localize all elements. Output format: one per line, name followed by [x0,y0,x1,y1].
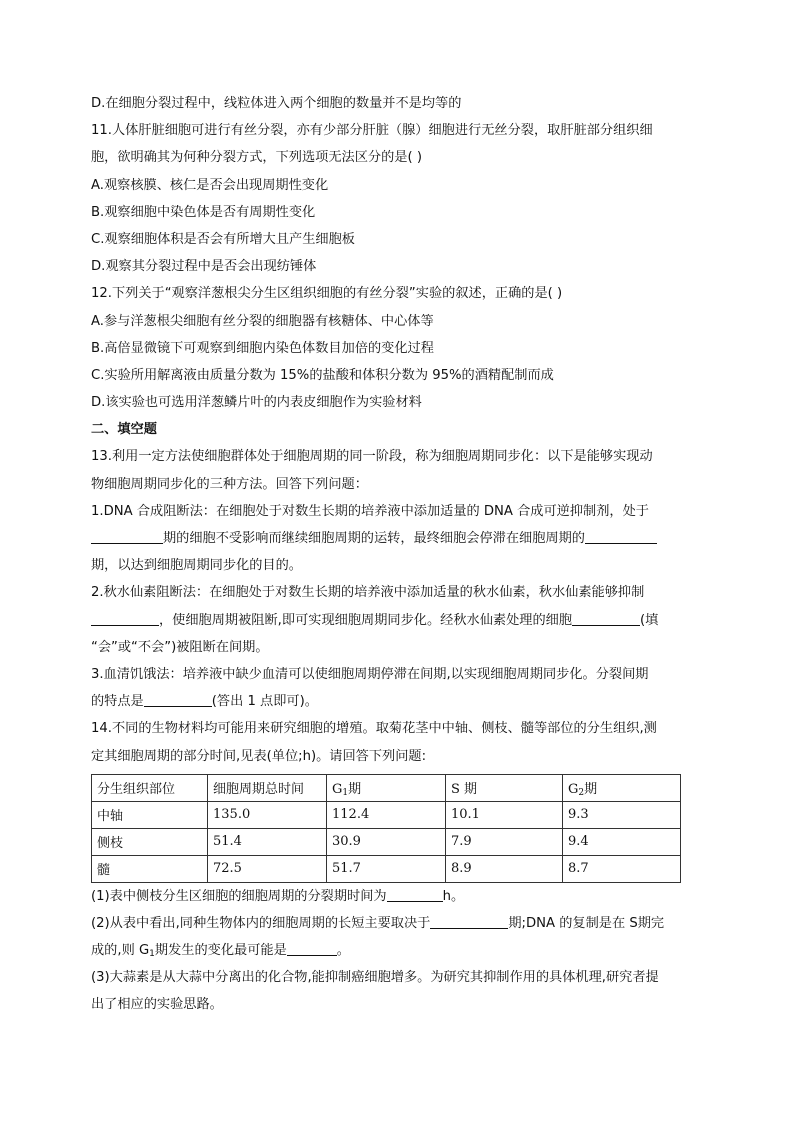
q11-option-b: B.观察细胞中染色体是否有周期性变化 [91,204,316,220]
table-header-cell [446,774,563,801]
answer-blank[interactable] [91,529,163,544]
q13-intro-line1: 13.利用一定方法使细胞群体处于细胞周期的同一阶段，称为细胞周期同步化：以下是能够实现动 [91,449,653,465]
q13-method3-line1: 3.血清饥饿法：培养液中缺少血清可以使细胞周期停滞在间期,以实现细胞周期同步化。分裂间期 [91,666,649,682]
table-cell: 7.9 [446,828,563,855]
q14-part1-unit: h。 [442,888,465,904]
q13-method1-text: 期的细胞不受影响而继续细胞周期的运转，最终细胞会停滞在细胞周期的 [163,531,585,546]
q14-part3-line1: (3)大蒜素是从大蒜中分离出的化合物,能抑制癌细胞增多。为研究其抑制作用的具体机理,研究者提 [91,970,659,986]
q13-method2-text: ，使细胞周期被阻断,即可实现细胞周期同步化。经秋水仙素处理的细胞 [159,612,573,628]
period-suffix: 期 [348,782,362,798]
q13-method2-fill-hint: (填 [640,612,659,628]
table-header-row [92,774,681,801]
q12-option-b: B.高倍显微镜下可观察到细胞内染色体数目加倍的变化过程 [91,340,434,356]
q11-stem-line1: 11.人体肝脏细胞可进行有丝分裂，亦有少部分肝脏（腺）细胞进行无丝分裂，取肝脏部分组织细 [91,123,653,139]
table-header-cell [563,774,681,801]
answer-blank[interactable] [144,692,212,707]
q14-part2-line2 [91,937,691,964]
q10-option-d: D.在细胞分裂过程中，线粒体进入两个细胞的数量并不是均等的 [91,96,462,111]
table-cell: 9.3 [563,801,681,828]
table-cell: 侧枝 [92,828,208,855]
q14-part3-line2: 出了相应的实验思路。 [91,997,223,1013]
q14-part1 [91,883,691,910]
document-content [91,90,691,1019]
g-label: G [332,782,343,798]
answer-blank[interactable] [430,914,508,929]
table-header-cell [327,774,446,801]
table-cell: 51.4 [208,828,327,855]
table-row [92,828,681,855]
period-suffix: 期 [584,782,598,798]
table-cell: 中轴 [92,801,208,828]
q13-method1-line1: 1.DNA 合成阻断法：在细胞处于对数生长期的培养液中添加适量的 DNA 合成可逆抑制剂，处于 [91,503,649,519]
answer-blank[interactable] [387,887,443,902]
g1-subscript: 1 [149,949,155,960]
table-cell: 72.5 [208,855,327,882]
table-cell: 51.7 [327,855,446,882]
cell-cycle-table [91,774,681,883]
q14-part2-text3: 成的,则 G [91,943,150,959]
q13-method1-line2 [91,525,691,552]
q11-option-d: D.观察其分裂过程中是否会出现纺锤体 [91,259,317,275]
q11-option-a: A.观察核膜、核仁是否会出现周期性变化 [91,177,329,193]
q13-method3-line2 [91,688,691,715]
table-cell: 9.4 [563,828,681,855]
q14-part2-line1 [91,910,691,937]
table-cell: 135.0 [208,801,327,828]
table-cell: 8.7 [563,855,681,882]
q12-option-a: A.参与洋葱根尖细胞有丝分裂的细胞器有核糖体、中心体等 [91,313,434,329]
q12-option-d: D.该实验也可选用洋葱鳞片叶的内表皮细胞作为实验材料 [91,395,422,411]
q11-option-c: C.观察细胞体积是否会有所增大且产生细胞板 [91,231,355,247]
q13-method2-line3: “会”或“不会”)被阻断在间期。 [91,639,269,655]
answer-blank[interactable] [585,529,657,544]
g2-subscript: 2 [578,788,585,799]
table-cell: 112.4 [327,801,446,828]
q14-part2-text4: 期发生的变化最可能是 [154,943,287,959]
q14-part2-text2: 期;DNA 的复制是在 S期完 [508,915,665,931]
q13-method2-line2 [91,607,691,634]
table-row [92,801,681,828]
section-title: 二、填空题 [91,422,157,438]
table-cell: 8.9 [446,855,563,882]
g1-subscript: 1 [342,788,349,799]
g-label: G [568,782,579,798]
table-row [92,855,681,882]
table-header-cell: 分生组织部位 [92,774,208,801]
table-header-cell: 细胞周期总时间 [208,774,327,801]
q13-method1-line3: 期，以达到细胞周期同步化的目的。 [91,558,302,574]
q13-method3-hint: (答出 1 点即可)。 [211,694,318,710]
q14-part1-text: (1)表中侧枝分生区细胞的细胞周期的分裂期时间为 [91,888,387,904]
q14-intro-line2: 定其细胞周期的部分时间,见表(单位;h)。请回答下列问题: [91,748,427,764]
answer-blank[interactable] [91,611,159,626]
answer-blank[interactable] [287,941,337,956]
answer-blank[interactable] [572,611,640,626]
q11-stem-line2: 胞，欲明确其为何种分裂方式，下列选项无法区分的是( ) [91,150,422,166]
q14-part2-text: (2)从表中看出,同种生物体内的细胞周期的长短主要取决于 [91,915,431,931]
q14-part2-end: 。 [336,943,350,959]
q14-intro-line1: 14.不同的生物材料均可能用来研究细胞的增殖。取菊花茎中中轴、侧枝、髓等部位的分生组织,测 [91,721,657,737]
q12-stem: 12.下列关于“观察洋葱根尖分生区组织细胞的有丝分裂”实验的叙述，正确的是( ) [91,286,563,302]
q13-intro-line2: 物细胞周期同步化的三种方法。回答下列问题： [91,476,368,492]
q12-option-c: C.实验所用解离液由质量分数为 15%的盐酸和体积分数为 95%的酒精配制而成 [91,367,554,383]
table-cell: 30.9 [327,828,446,855]
s-label: S 期 [451,782,478,798]
table-cell: 髓 [92,855,208,882]
q13-method3-text: 的特点是 [91,694,144,710]
q13-method2-line1: 2.秋水仙素阻断法：在细胞处于对数生长期的培养液中添加适量的秋水仙素，秋水仙素能够抑制 [91,585,645,601]
table-cell: 10.1 [446,801,563,828]
